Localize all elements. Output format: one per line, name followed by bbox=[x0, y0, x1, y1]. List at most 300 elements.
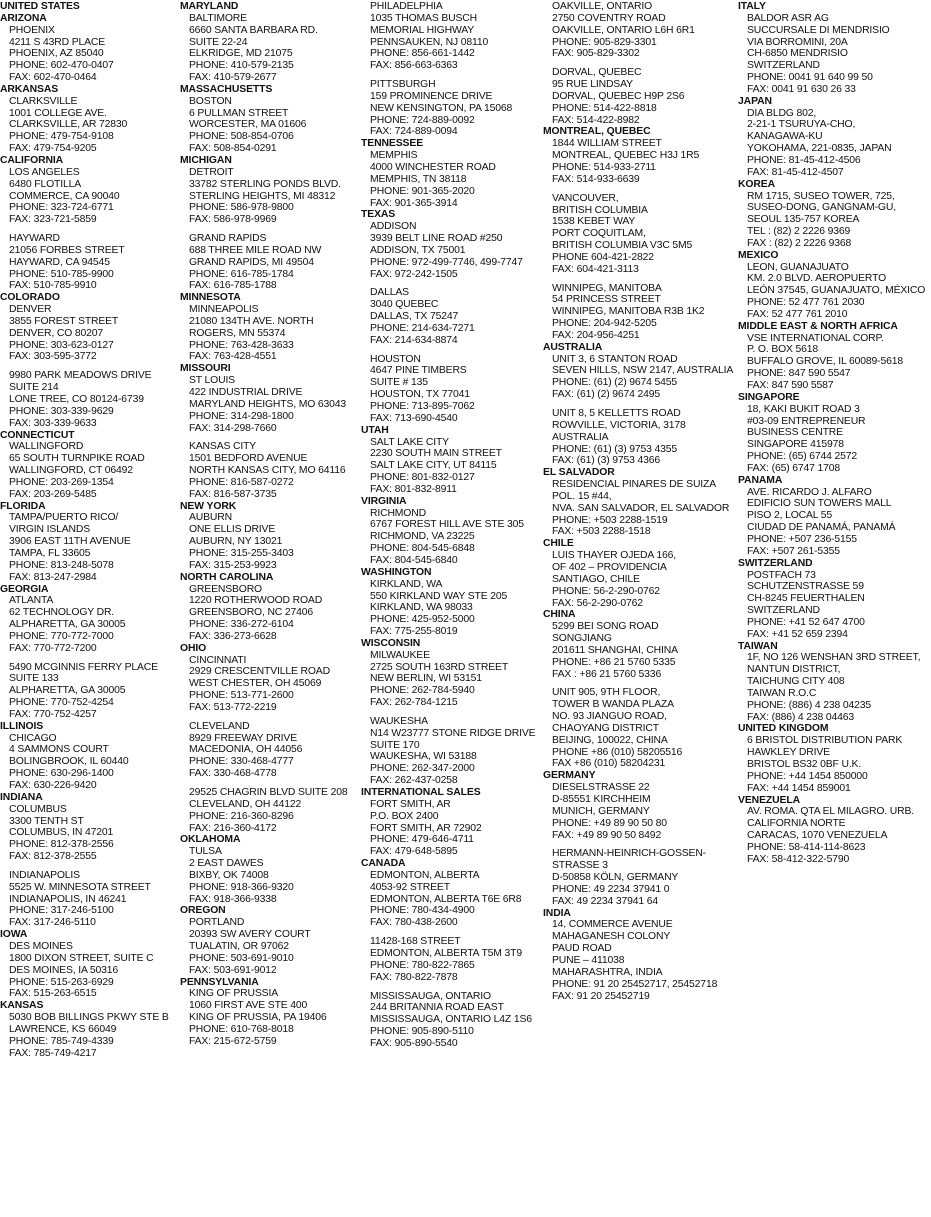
address-line: COLUMBUS, IN 47201 bbox=[9, 827, 114, 839]
address-line: FAX: 901-365-3914 bbox=[370, 197, 458, 209]
address-line: 4 SAMMONS COURT bbox=[9, 744, 109, 756]
address-line: PHONE: +49 89 90 50 80 bbox=[552, 817, 667, 829]
office-entry bbox=[189, 584, 359, 643]
address-line: 688 THREE MILE ROAD NW bbox=[189, 244, 322, 256]
entry-spacer bbox=[361, 280, 541, 287]
address-line: FAX: 330-468-4778 bbox=[189, 768, 277, 780]
address-line: WALLINGFORD bbox=[9, 441, 84, 453]
address-line: TOWER B WANDA PLAZA bbox=[552, 699, 674, 711]
address-line: GRAND RAPIDS bbox=[189, 233, 267, 245]
address-line: FAX: 775-255-8019 bbox=[370, 626, 458, 638]
address-line: 21056 FORBES STREET bbox=[9, 244, 125, 256]
address-line: PHONE: 323-724-6771 bbox=[9, 202, 114, 214]
address-line: BALDOR ASR AG bbox=[747, 12, 829, 24]
address-line: PHONE: 81-45-412-4506 bbox=[747, 154, 861, 166]
address-line: ST LOUIS bbox=[189, 375, 235, 387]
address-line: 5030 BOB BILLINGS PKWY STE B bbox=[9, 1012, 169, 1024]
address-line: FORT SMITH, AR bbox=[370, 798, 451, 810]
address-line: PHONE: 816-587-0272 bbox=[189, 476, 294, 488]
address-line: FAX: 813-247-2984 bbox=[9, 571, 97, 583]
address-line: NORTH KANSAS CITY, MO 64116 bbox=[189, 465, 346, 477]
address-line: TAICHUNG CITY 408 bbox=[747, 676, 845, 688]
office-entry bbox=[747, 487, 931, 558]
office-entry bbox=[189, 917, 359, 976]
office-entry bbox=[9, 370, 178, 429]
address-line: 9980 PARK MEADOWS DRIVE bbox=[9, 370, 152, 382]
address-line: FAX: 602-470-0464 bbox=[9, 72, 97, 84]
address-line: PHONE +86 (010) 58205516 bbox=[552, 746, 683, 758]
address-line: 14, COMMERCE AVENUE bbox=[552, 919, 673, 931]
entry-spacer bbox=[361, 347, 541, 354]
address-line: FAX: 630-226-9420 bbox=[9, 780, 97, 791]
address-line: PHONE: 847 590 5547 bbox=[747, 368, 851, 380]
office-entry bbox=[9, 1012, 178, 1059]
address-line: 5525 W. MINNESOTA STREET bbox=[9, 881, 151, 893]
address-line: FAX: 780-822-7878 bbox=[370, 971, 458, 983]
region-heading: CONNECTICUT bbox=[0, 429, 75, 441]
address-line: YOKOHAMA, 221-0835, JAPAN bbox=[747, 143, 892, 155]
address-line: 2 EAST DAWES bbox=[189, 858, 264, 870]
region-heading: UNITED STATES bbox=[0, 1, 80, 12]
address-line: P. O. BOX 5618 bbox=[747, 344, 819, 356]
address-line: LOS ANGELES bbox=[9, 166, 80, 178]
address-line: SUITE 214 bbox=[9, 382, 59, 394]
region-heading: WASHINGTON bbox=[361, 566, 432, 578]
address-line: FAX: 604-421-3113 bbox=[552, 263, 639, 275]
address-line: WAUKESHA bbox=[370, 715, 428, 727]
address-line: GREENSBORO, NC 27406 bbox=[189, 607, 314, 619]
address-line: ADDISON, TX 75001 bbox=[370, 244, 466, 256]
address-line: PHONE 604-421-2822 bbox=[552, 251, 654, 263]
address-line: PORTLAND bbox=[189, 917, 245, 929]
address-line: 422 INDUSTRIAL DRIVE bbox=[189, 387, 303, 398]
office-entry bbox=[370, 150, 541, 209]
address-line: PENNSAUKEN, NJ 08110 bbox=[370, 36, 489, 48]
address-line: ALPHARETTA, GA 30005 bbox=[9, 685, 126, 697]
address-line: PHONE: 330-468-4777 bbox=[189, 756, 294, 768]
address-line: PHONE: 780-434-4900 bbox=[370, 905, 475, 917]
address-line: GREENSBORO bbox=[189, 583, 262, 595]
address-line: VIRGIN ISLANDS bbox=[9, 524, 91, 536]
address-line: SUITE # 135 bbox=[370, 377, 428, 389]
address-line: 3040 QUEBEC bbox=[370, 299, 439, 311]
address-line: 159 PROMINENCE DRIVE bbox=[370, 90, 493, 102]
office-entry bbox=[552, 283, 736, 342]
address-line: DETROIT bbox=[189, 166, 234, 178]
region-heading: ILLINOIS bbox=[0, 720, 44, 732]
address-line: CLEVELAND, OH 44122 bbox=[189, 798, 302, 810]
address-line: FAX: 801-832-8911 bbox=[370, 483, 457, 495]
office-entry bbox=[9, 941, 178, 1000]
region-heading: SINGAPORE bbox=[738, 391, 800, 403]
address-line: MUNICH, GERMANY bbox=[552, 805, 650, 817]
office-entry bbox=[189, 721, 359, 780]
region-heading: MEXICO bbox=[738, 249, 779, 261]
address-line: FAX: 323-721-5859 bbox=[9, 214, 97, 226]
address-line: FAX: 616-785-1788 bbox=[189, 280, 277, 292]
entry-spacer bbox=[361, 72, 541, 79]
region-heading: VENEZUELA bbox=[738, 794, 801, 806]
address-line: PHONE: 425-952-5000 bbox=[370, 614, 475, 626]
address-line: 33782 STERLING PONDS BLVD. bbox=[189, 178, 341, 190]
address-line: MEMORIAL HIGHWAY bbox=[370, 24, 475, 36]
address-line: STERLING HEIGHTS, MI 48312 bbox=[189, 190, 336, 202]
entry-spacer bbox=[0, 363, 178, 370]
region-heading: INDIANA bbox=[0, 791, 43, 803]
address-line: 29525 CHAGRIN BLVD SUITE 208 bbox=[189, 787, 348, 798]
address-line: SUCCURSALE DI MENDRISIO bbox=[747, 24, 890, 36]
address-line: PHONE: 336-272-6104 bbox=[189, 619, 294, 631]
address-line: PHONE: 262-347-2000 bbox=[370, 763, 475, 775]
address-line: PHONE: 616-785-1784 bbox=[189, 268, 294, 280]
address-line: DES MOINES, IA 50316 bbox=[9, 964, 119, 976]
address-line: DIESELSTRASSE 22 bbox=[552, 782, 650, 794]
address-line: TEL : (82) 2 2226 9369 bbox=[747, 226, 851, 238]
entry-spacer bbox=[361, 709, 541, 716]
address-line: CLARKSVILLE, AR 72830 bbox=[9, 119, 128, 131]
address-line: CH-8245 FEUERTHALEN bbox=[747, 593, 865, 605]
address-line: FAX: 58-412-322-5790 bbox=[747, 853, 850, 865]
office-entry bbox=[9, 662, 178, 721]
address-line: KIRKLAND, WA bbox=[370, 578, 443, 590]
address-line: 244 BRITANNIA ROAD EAST bbox=[370, 1002, 504, 1014]
address-line: PHONE: 56-2-290-0762 bbox=[552, 585, 660, 597]
address-line: PHONE: 630-296-1400 bbox=[9, 768, 114, 780]
address-line: BOLINGBROOK, IL 60440 bbox=[9, 756, 129, 768]
address-line: AVE. RICARDO J. ALFARO bbox=[747, 486, 872, 498]
address-line: 4647 PINE TIMBERS bbox=[370, 365, 467, 377]
region-heading: UNITED KINGDOM bbox=[738, 723, 829, 735]
address-line: SANTIAGO, CHILE bbox=[552, 573, 640, 585]
address-line: HAYWARD bbox=[9, 233, 60, 245]
region-heading: VIRGINIA bbox=[361, 495, 407, 507]
address-line: VANCOUVER, bbox=[552, 192, 619, 204]
address-line: PHONE: 0041 91 640 99 50 bbox=[747, 72, 873, 84]
address-line: FAX: 515-263-6515 bbox=[9, 988, 97, 1000]
address-line: DES MOINES bbox=[9, 940, 73, 952]
address-line: PHONE: 801-832-0127 bbox=[370, 472, 475, 484]
address-line: TAIWAN R.O.C bbox=[747, 687, 817, 699]
entry-spacer bbox=[543, 186, 736, 193]
address-line: FAX: 410-579-2677 bbox=[189, 72, 277, 84]
address-line: PHOENIX, AZ 85040 bbox=[9, 48, 104, 60]
address-line: FAX: (886) 4 238 04463 bbox=[747, 711, 855, 723]
address-line: P.O. BOX 2400 bbox=[370, 810, 439, 822]
address-line: KANAGAWA-KU bbox=[747, 131, 823, 143]
office-entry bbox=[189, 787, 359, 834]
region-heading: GEORGIA bbox=[0, 583, 49, 595]
office-entry bbox=[747, 806, 931, 865]
office-entry bbox=[9, 870, 178, 929]
address-line: FAX: 514-933-6639 bbox=[552, 173, 640, 185]
address-line: MEMPHIS, TN 38118 bbox=[370, 173, 467, 185]
address-line: PORT COQUITLAM, bbox=[552, 228, 646, 240]
address-line: NEW BERLIN, WI 53151 bbox=[370, 673, 482, 685]
address-line: SWITZERLAND bbox=[747, 605, 820, 617]
address-line: DALLAS bbox=[370, 287, 409, 299]
address-line: FAX: 215-672-5759 bbox=[189, 1035, 277, 1047]
address-line: CLARKSVILLE bbox=[9, 95, 78, 107]
address-line: CH-6850 MENDRISIO bbox=[747, 48, 848, 60]
address-line: FAX: 513-772-2219 bbox=[189, 701, 277, 713]
office-entry bbox=[370, 1, 541, 72]
office-entry bbox=[747, 262, 931, 321]
address-line: FAX: 510-785-9910 bbox=[9, 280, 97, 292]
address-line: PHONE: +503 2288-1519 bbox=[552, 514, 668, 526]
office-entry bbox=[747, 108, 931, 179]
address-line: 4211 S 43RD PLACE bbox=[9, 36, 106, 48]
address-line: BEIJING, 100022, CHINA bbox=[552, 734, 668, 746]
address-line: CARACAS, 1070 VENEZUELA bbox=[747, 830, 888, 842]
address-line: 5490 MCGINNIS FERRY PLACE bbox=[9, 661, 158, 673]
address-line: FAX: 336-273-6628 bbox=[189, 630, 277, 642]
address-line: 1538 KEBET WAY bbox=[552, 216, 636, 228]
address-line: RESIDENCIAL PINARES DE SUIZA bbox=[552, 479, 717, 491]
address-line: PHONE: 763-428-3633 bbox=[189, 339, 294, 351]
office-entry bbox=[9, 233, 178, 292]
address-line: UNIT 3, 6 STANTON ROAD bbox=[552, 353, 678, 365]
address-line: LEON, GUANAJUATO bbox=[747, 261, 849, 273]
address-line: 3855 FOREST STREET bbox=[9, 315, 119, 327]
region-heading: MONTREAL, QUEBEC bbox=[543, 126, 651, 138]
address-line: 2725 SOUTH 163RD STREET bbox=[370, 661, 509, 673]
address-line: SUITE 22-24 bbox=[189, 36, 248, 48]
address-line: KING OF PRUSSIA, PA 19406 bbox=[189, 1012, 327, 1024]
address-line: 6660 SANTA BARBARA RD. bbox=[189, 24, 318, 36]
office-entry bbox=[370, 650, 541, 709]
address-line: DIA BLDG 802, bbox=[747, 107, 817, 119]
region-heading: OREGON bbox=[180, 905, 226, 917]
address-line: POL. 15 #44, bbox=[552, 490, 612, 502]
entry-spacer bbox=[180, 434, 359, 441]
address-line: PHONE: 514-422-8818 bbox=[552, 102, 657, 114]
address-line: 1F, NO 126 WENSHAN 3RD STREET, bbox=[747, 652, 921, 664]
address-line: BOSTON bbox=[189, 95, 232, 107]
address-line: FAX: 0041 91 630 26 33 bbox=[747, 83, 856, 95]
address-line: WALLINGFORD, CT 06492 bbox=[9, 465, 133, 477]
address-line: PHONE: 770-772-7000 bbox=[9, 630, 114, 642]
entry-spacer bbox=[0, 863, 178, 870]
address-line: PHONE: 52 477 761 2030 bbox=[747, 297, 865, 309]
address-line: ONE ELLIS DRIVE bbox=[189, 524, 276, 536]
address-line: PHONE: (886) 4 238 04235 bbox=[747, 699, 872, 711]
office-entry bbox=[552, 138, 736, 185]
address-line: SALT LAKE CITY bbox=[370, 436, 449, 448]
address-line: PISO 2, LOCAL 55 bbox=[747, 510, 833, 522]
address-line: AUBURN, NY 13021 bbox=[189, 536, 283, 548]
address-line: SEOUL 135-757 KOREA bbox=[747, 214, 860, 226]
office-entry bbox=[552, 479, 736, 538]
region-heading: KOREA bbox=[738, 178, 776, 190]
address-line: FAX: 724-889-0094 bbox=[370, 126, 458, 138]
entry-spacer bbox=[180, 226, 359, 233]
address-line: STRASSE 3 bbox=[552, 860, 608, 872]
address-line: FAX +86 (010) 58204231 bbox=[552, 758, 666, 770]
address-line: PHONE: 918-366-9320 bbox=[189, 881, 294, 893]
address-line: WINNIPEG, MANITOBA bbox=[552, 282, 662, 294]
address-line: TUALATIN, OR 97062 bbox=[189, 940, 289, 952]
office-entry bbox=[552, 354, 736, 401]
address-line: PHONE: 203-269-1354 bbox=[9, 476, 114, 488]
address-line: PHONE: 812-378-2556 bbox=[9, 839, 114, 851]
office-entry bbox=[747, 652, 931, 723]
address-line: FAX: 972-242-1505 bbox=[370, 268, 458, 280]
address-line: FAX: 262-437-0258 bbox=[370, 775, 458, 787]
address-line: 18, KAKI BUKIT ROAD 3 bbox=[747, 403, 860, 415]
entry-spacer bbox=[180, 780, 359, 787]
office-entry bbox=[370, 437, 541, 496]
address-line: EDIFICIO SUN TOWERS MALL bbox=[747, 498, 892, 510]
office-entry bbox=[9, 512, 178, 583]
entry-spacer bbox=[543, 60, 736, 67]
entry-spacer bbox=[543, 276, 736, 283]
address-line: FAX: 262-784-1215 bbox=[370, 697, 458, 709]
office-entry bbox=[9, 304, 178, 363]
entry-spacer bbox=[361, 984, 541, 991]
office-entry bbox=[189, 304, 359, 363]
address-line: BRISTOL BS32 0BF U.K. bbox=[747, 759, 862, 770]
address-line: 1844 WILLIAM STREET bbox=[552, 138, 662, 150]
address-line: PHONE: 303-623-0127 bbox=[9, 339, 114, 351]
address-line: FAX: 586-978-9969 bbox=[189, 214, 277, 226]
address-line: 4000 WINCHESTER ROAD bbox=[370, 161, 496, 173]
address-line: POSTFACH 73 bbox=[747, 569, 816, 581]
office-entry bbox=[189, 988, 359, 1047]
address-line: 1001 COLLEGE AVE. bbox=[9, 107, 107, 119]
region-heading: PENNSYLVANIA bbox=[180, 976, 259, 988]
address-line: RICHMOND bbox=[370, 507, 426, 519]
entry-spacer bbox=[180, 714, 359, 721]
address-line: CALIFORNIA NORTE bbox=[747, 818, 846, 830]
address-line: FAX: +44 1454 859001 bbox=[747, 782, 851, 794]
address-line: SINGAPORE 415978 bbox=[747, 439, 844, 451]
address-line: FAX: 804-545-6840 bbox=[370, 554, 458, 566]
address-line: COLUMBUS bbox=[9, 803, 67, 815]
address-line: SUITE 170 bbox=[370, 739, 420, 751]
region-heading: OHIO bbox=[180, 642, 207, 654]
address-line: PHONE: 813-248-5078 bbox=[9, 559, 114, 571]
address-line: ALPHARETTA, GA 30005 bbox=[9, 619, 126, 631]
address-line: 65 SOUTH TURNPIKE ROAD bbox=[9, 453, 145, 465]
address-line: MAHARASHTRA, INDIA bbox=[552, 966, 663, 978]
address-line: OAKVILLE, ONTARIO L6H 6R1 bbox=[552, 24, 695, 36]
address-line: SEVEN HILLS, NSW 2147, AUSTRALIA bbox=[552, 365, 734, 377]
office-entry bbox=[552, 67, 736, 126]
address-line: PHONE: 514-933-2711 bbox=[552, 161, 656, 173]
address-line: MISSISSAUGA, ONTARIO bbox=[370, 990, 491, 1002]
address-line: 1060 FIRST AVE STE 400 bbox=[189, 1000, 308, 1012]
address-line: 54 PRINCESS STREET bbox=[552, 294, 661, 306]
address-line: 11428-168 STREET bbox=[370, 936, 461, 948]
office-entry bbox=[552, 621, 736, 680]
address-line: PHONE: 905-890-5110 bbox=[370, 1026, 474, 1038]
office-entry bbox=[552, 550, 736, 609]
address-line: OF 402 – PROVIDENCIA bbox=[552, 561, 667, 573]
region-heading: KANSAS bbox=[0, 1000, 44, 1012]
address-line: BALTIMORE bbox=[189, 12, 247, 24]
address-line: 5299 BEI SONG ROAD bbox=[552, 621, 659, 633]
address-line: PHONE: (61) (2) 9674 5455 bbox=[552, 377, 678, 389]
address-line: DALLAS, TX 75247 bbox=[370, 311, 459, 323]
office-entry bbox=[747, 333, 931, 392]
address-line: PITTSBURGH bbox=[370, 79, 436, 91]
address-line: N14 W23777 STONE RIDGE DRIVE bbox=[370, 727, 536, 739]
region-heading: NEW YORK bbox=[180, 500, 237, 512]
address-line: 6 BRISTOL DISTRIBUTION PARK bbox=[747, 735, 903, 747]
address-line: RM 1715, SUSEO TOWER, 725, bbox=[747, 190, 895, 202]
address-line: PHONE: 770-752-4254 bbox=[9, 697, 114, 709]
address-line: PHONE: 58-414-114-8623 bbox=[747, 841, 866, 853]
address-line: UNIT 8, 5 KELLETTS ROAD bbox=[552, 408, 681, 419]
region-heading: GERMANY bbox=[543, 770, 596, 782]
address-line: PHONE: 972-499-7746, 499-7747 bbox=[370, 256, 523, 268]
office-entry bbox=[747, 13, 931, 96]
address-line: FAX : +86 21 5760 5336 bbox=[552, 668, 662, 680]
address-line: PHONE: 780-822-7865 bbox=[370, 959, 475, 971]
address-line: HAYWARD, CA 94545 bbox=[9, 256, 110, 268]
office-entry bbox=[189, 13, 359, 84]
address-line: FAX: 508-854-0291 bbox=[189, 143, 277, 155]
address-line: KM. 2.0 BLVD. AEROPUERTO bbox=[747, 273, 887, 285]
region-heading: MIDDLE EAST & NORTH AFRICA bbox=[738, 320, 898, 332]
address-line: 4053-92 STREET bbox=[370, 881, 450, 893]
address-line: FAX: (65) 6747 1708 bbox=[747, 462, 841, 474]
address-line: VIA BORROMINI, 20A bbox=[747, 36, 848, 48]
address-line: PUNE – 411038 bbox=[552, 954, 625, 966]
region-heading: ARKANSAS bbox=[0, 83, 59, 95]
address-line: PHONE: 262-784-5940 bbox=[370, 685, 475, 697]
address-line: PHONE: 91 20 25452717, 25452718 bbox=[552, 978, 718, 990]
region-heading: EL SALVADOR bbox=[543, 467, 615, 479]
address-line: AUBURN bbox=[189, 512, 232, 524]
address-line: 201611 SHANGHAI, CHINA bbox=[552, 644, 678, 656]
directory-column bbox=[361, 1, 541, 1050]
address-line: HOUSTON bbox=[370, 353, 421, 365]
office-entry bbox=[747, 404, 931, 475]
office-entry bbox=[552, 408, 736, 467]
address-line: FAX: 785-749-4217 bbox=[9, 1047, 97, 1059]
address-line: TULSA bbox=[189, 846, 222, 858]
address-line: D-85551 KIRCHHEIM bbox=[552, 794, 651, 805]
office-entry bbox=[9, 167, 178, 226]
address-line: DORVAL, QUEBEC bbox=[552, 67, 642, 79]
address-line: FAX: 204-956-4251 bbox=[552, 329, 640, 341]
region-heading: CALIFORNIA bbox=[0, 154, 64, 166]
address-line: PHONE: +41 52 647 4700 bbox=[747, 616, 865, 628]
office-entry bbox=[189, 441, 359, 500]
address-line: FAX: 314-298-7660 bbox=[189, 422, 277, 434]
address-line: BIXBY, OK 74008 bbox=[189, 869, 269, 881]
address-line: PHONE: 503-691-9010 bbox=[189, 952, 294, 964]
address-line: MAHAGANESH COLONY bbox=[552, 931, 671, 943]
region-heading: WISCONSIN bbox=[361, 637, 421, 649]
region-heading: MISSOURI bbox=[180, 363, 231, 375]
address-line: FAX: 847 590 5587 bbox=[747, 380, 834, 391]
directory-column bbox=[738, 1, 931, 866]
address-line: PHONE: 724-889-0092 bbox=[370, 114, 475, 126]
address-line: FAX: 780-438-2600 bbox=[370, 917, 458, 929]
address-line: PHONE: 303-339-9629 bbox=[9, 405, 114, 417]
office-entry bbox=[9, 96, 178, 155]
address-line: OAKVILLE, ONTARIO bbox=[552, 1, 653, 12]
entry-spacer bbox=[543, 841, 736, 848]
address-line: NO. 93 JIANGUO ROAD, bbox=[552, 711, 667, 723]
address-line: FAX: 856-663-6363 bbox=[370, 60, 458, 72]
address-line: ATLANTA bbox=[9, 595, 54, 607]
address-line: PAUD ROAD bbox=[552, 943, 612, 955]
region-heading: NORTH CAROLINA bbox=[180, 571, 274, 583]
address-line: PHONE: 410-579-2135 bbox=[189, 60, 294, 72]
